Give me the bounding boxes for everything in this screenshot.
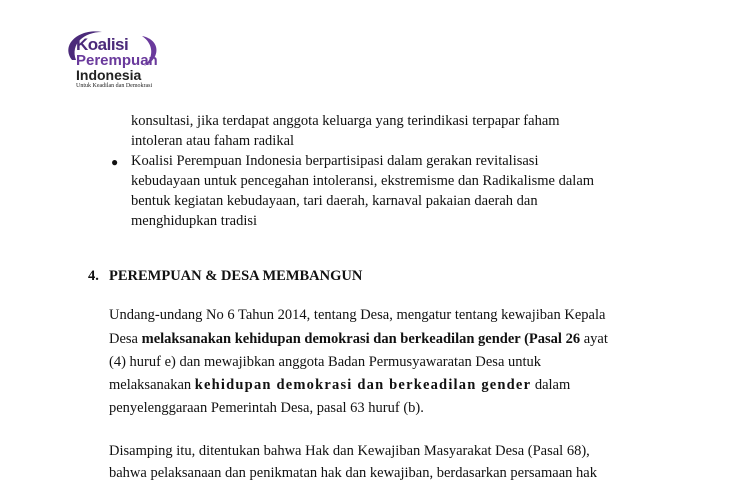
para1-line-4-c: dalam <box>531 377 571 393</box>
para1-line-1: Undang-undang No 6 Tahun 2014, tentang Desa, mengatur tentang kewajiban Kepala <box>109 307 606 323</box>
logo-text <box>76 36 158 89</box>
bullet2-line-2: kebudayaan untuk pencegahan intoleransi, ekstremisme dan Radikalisme dalam <box>131 173 595 189</box>
para2-line-1: Disamping itu, ditentukan bahwa Hak dan Kewajiban Masyarakat Desa (Pasal 68), <box>109 443 590 459</box>
logo-line-perempuan: Perempuan <box>76 52 158 69</box>
bullet2-line-1: Koalisi Perempuan Indonesia berpartisipasi dalam gerakan revitalisasi <box>131 153 539 169</box>
para1-line-2-c: ayat <box>580 331 608 347</box>
section-number: 4. <box>88 268 99 284</box>
logo-line-indonesia: Indonesia <box>76 67 142 83</box>
bullet-dot-icon: ● <box>111 155 119 169</box>
para1-line-4-a: melaksanakan <box>109 377 195 393</box>
bullet2-line-4: menghidupkan tradisi <box>131 213 258 229</box>
logo-line-koalisi: Koalisi <box>76 35 129 54</box>
para1-line-4-bold: kehidupan demokrasi dan berkeadilan gender <box>194 377 532 393</box>
bullet-continuation-line-1: konsultasi, jika terdapat anggota keluarga yang terindikasi terpapar faham <box>131 113 560 129</box>
bullet-continuation-line-2: intoleran atau faham radikal <box>131 133 295 149</box>
logo-tagline: Untuk Keadilan dan Demokrasi <box>76 83 153 89</box>
para1-line-5: penyelenggaraan Pemerintah Desa, pasal 63 huruf (b). <box>109 400 424 416</box>
para1-line-2 <box>109 329 608 349</box>
para2-line-2: bahwa pelaksanaan dan penikmatan hak dan kewajiban, berdasarkan persamaan hak <box>109 465 597 481</box>
para1-line-4 <box>109 375 570 395</box>
para1-line-3: (4) huruf e) dan mewajibkan anggota Badan Permusyawaratan Desa untuk <box>109 354 542 370</box>
organization-logo <box>58 26 168 98</box>
bullet2-line-3: bentuk kegiatan kebudayaan, tari daerah, karnaval pakaian daerah dan <box>131 193 538 209</box>
section-title: PEREMPUAN & DESA MEMBANGUN <box>109 268 363 284</box>
para1-line-2-a: Desa <box>109 331 142 347</box>
para1-line-2-bold: melaksanakan kehidupan demokrasi dan berkeadilan gender (Pasal 26 <box>141 331 581 347</box>
